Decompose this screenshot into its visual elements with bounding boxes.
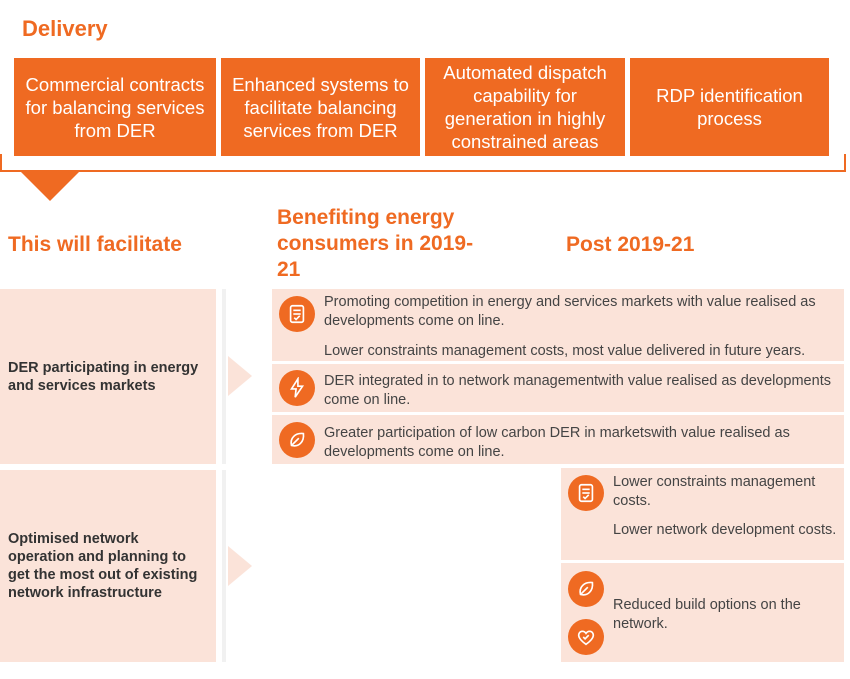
row1-chevron [228, 356, 252, 396]
header-benefiting: Benefiting energy consumers in 2019-21 [277, 206, 474, 281]
document-check-icon [568, 475, 604, 511]
row1-divider [222, 289, 226, 464]
row2-label [0, 470, 216, 662]
lightning-bolt-icon [279, 370, 315, 406]
row2-label-text: Optimised network operation and planning to get the most out of existing network infrastructure [8, 531, 198, 601]
down-arrow [20, 171, 80, 201]
leaf-icon [568, 571, 604, 607]
row2-item1-text: Lower constraints management costs. [613, 474, 816, 509]
row1-item3-text: Greater participation of low carbon DER in marketswith value realised as developments come on line. [324, 425, 790, 460]
row2-item1-text2: Lower network development costs. [613, 522, 837, 538]
delivery-box-dispatch: Automated dispatch capability for generation in highly constrained areas [425, 58, 625, 156]
delivery-title: Delivery [22, 16, 108, 41]
header-post: Post 2019-21 [566, 233, 695, 256]
delivery-box-contracts: Commercial contracts for balancing services from DER [14, 58, 216, 156]
delivery-bracket [0, 154, 846, 172]
row1-label [0, 289, 216, 464]
row2-item2-text: Reduced build options on the network. [613, 597, 801, 632]
row1-label-text: DER participating in energy and services markets [8, 359, 199, 394]
row1-item1-text2: Lower constraints management costs, most value delivered in future years. [324, 343, 806, 359]
delivery-box-rdp: RDP identification process [630, 58, 829, 156]
row1-item2-text: DER integrated in to network managementwith value realised as developments come on line. [324, 373, 831, 408]
row2-divider [222, 470, 226, 662]
delivery-box-systems: Enhanced systems to facilitate balancing services from DER [221, 58, 420, 156]
leaf-icon [279, 422, 315, 458]
document-check-icon [279, 296, 315, 332]
heart-check-icon [568, 619, 604, 655]
header-facilitate: This will facilitate [8, 233, 182, 256]
row2-chevron [228, 546, 252, 586]
row1-item1-text: Promoting competition in energy and services markets with value realised as developments come on line. [324, 294, 816, 329]
